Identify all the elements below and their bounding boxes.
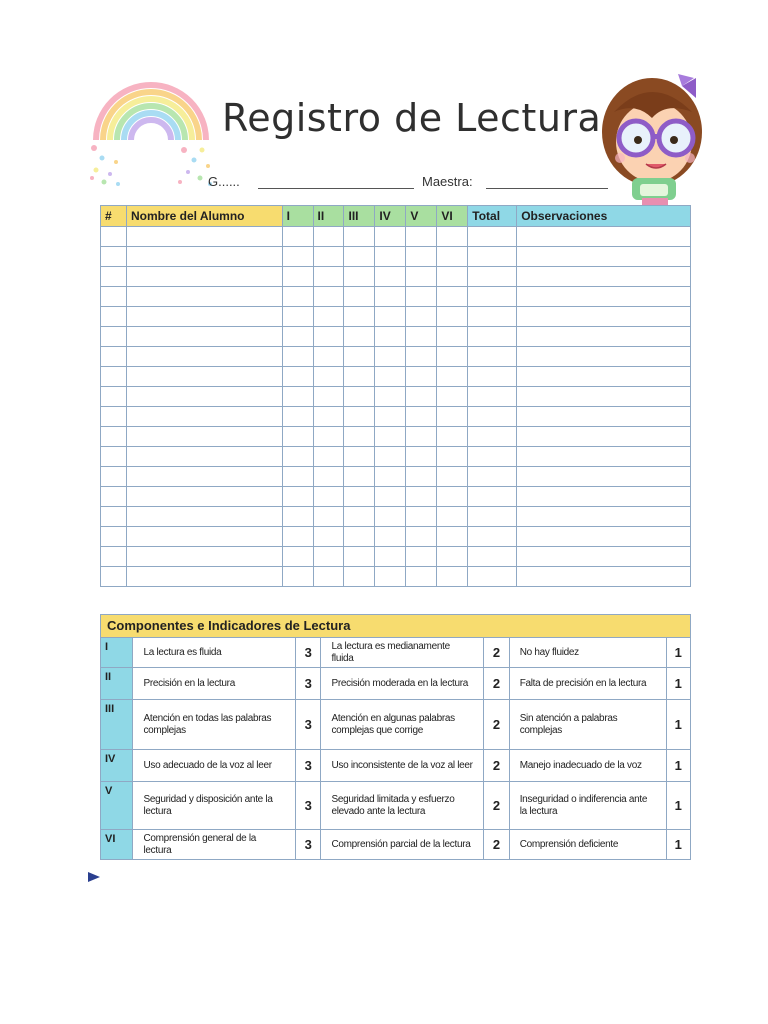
table-cell[interactable] <box>101 567 127 587</box>
indicator-level-1: Comprensión deficiente <box>509 830 666 860</box>
table-row <box>101 567 691 587</box>
table-cell[interactable] <box>126 487 282 507</box>
table-cell[interactable] <box>313 547 344 567</box>
componentes-table <box>100 614 691 860</box>
indicator-number: II <box>101 668 133 700</box>
column-header-number: # <box>101 206 127 227</box>
table-cell[interactable] <box>437 267 468 287</box>
table-cell[interactable] <box>468 407 517 427</box>
table-row <box>101 367 691 387</box>
table-cell[interactable] <box>126 547 282 567</box>
arrow-marker-icon <box>88 872 100 882</box>
indicator-level-2: Uso inconsistente de la voz al leer <box>321 750 484 782</box>
table-cell[interactable] <box>375 247 406 267</box>
table-cell[interactable] <box>126 427 282 447</box>
table-cell[interactable] <box>437 387 468 407</box>
table-cell[interactable] <box>468 507 517 527</box>
table-row <box>101 287 691 307</box>
table-cell[interactable] <box>375 227 406 247</box>
table-cell[interactable] <box>101 467 127 487</box>
table-cell[interactable] <box>437 487 468 507</box>
table-cell[interactable] <box>282 487 313 507</box>
table-cell[interactable] <box>406 327 437 347</box>
table-cell[interactable] <box>406 287 437 307</box>
componentes-title: Componentes e Indicadores de Lectura <box>101 615 691 638</box>
table-cell[interactable] <box>344 247 375 267</box>
table-cell[interactable] <box>101 247 127 267</box>
table-cell[interactable] <box>517 307 691 327</box>
indicator-level-2: Precisión moderada en la lectura <box>321 668 484 700</box>
table-cell[interactable] <box>406 367 437 387</box>
table-cell[interactable] <box>313 327 344 347</box>
table-cell[interactable] <box>101 407 127 427</box>
table-cell[interactable] <box>437 567 468 587</box>
table-cell[interactable] <box>282 287 313 307</box>
table-cell[interactable] <box>468 467 517 487</box>
table-cell[interactable] <box>468 487 517 507</box>
table-cell[interactable] <box>344 487 375 507</box>
table-cell[interactable] <box>313 507 344 527</box>
table-cell[interactable] <box>517 327 691 347</box>
indicator-level-2: Atención en algunas palabras complejas que corrige <box>321 700 484 750</box>
table-cell[interactable] <box>126 407 282 427</box>
table-cell[interactable] <box>313 487 344 507</box>
table-cell[interactable] <box>406 547 437 567</box>
table-cell[interactable] <box>126 327 282 347</box>
table-cell[interactable] <box>437 227 468 247</box>
score-3: 3 <box>296 750 321 782</box>
score-2: 2 <box>484 782 509 830</box>
table-cell[interactable] <box>517 447 691 467</box>
registro-header-row <box>101 206 691 227</box>
table-cell[interactable] <box>282 527 313 547</box>
table-cell[interactable] <box>126 287 282 307</box>
table-cell[interactable] <box>313 467 344 487</box>
list-item <box>101 750 691 782</box>
table-cell[interactable] <box>375 327 406 347</box>
table-cell[interactable] <box>126 247 282 267</box>
indicator-level-2: Seguridad limitada y esfuerzo elevado ante la lectura <box>321 782 484 830</box>
table-cell[interactable] <box>282 307 313 327</box>
table-cell[interactable] <box>126 367 282 387</box>
table-cell[interactable] <box>313 307 344 327</box>
table-cell[interactable] <box>375 267 406 287</box>
table-cell[interactable] <box>375 427 406 447</box>
indicator-level-1: Manejo inadecuado de la voz <box>509 750 666 782</box>
table-cell[interactable] <box>468 427 517 447</box>
table-row <box>101 407 691 427</box>
table-cell[interactable] <box>468 327 517 347</box>
table-cell[interactable] <box>101 227 127 247</box>
table-cell[interactable] <box>126 267 282 287</box>
table-cell[interactable] <box>468 527 517 547</box>
table-cell[interactable] <box>468 347 517 367</box>
table-cell[interactable] <box>437 287 468 307</box>
table-cell[interactable] <box>437 367 468 387</box>
table-cell[interactable] <box>313 527 344 547</box>
table-cell[interactable] <box>282 467 313 487</box>
table-row <box>101 227 691 247</box>
table-cell[interactable] <box>313 227 344 247</box>
table-cell[interactable] <box>101 527 127 547</box>
column-header-ii: II <box>313 206 344 227</box>
table-cell[interactable] <box>101 387 127 407</box>
column-header-total: Total <box>468 206 517 227</box>
table-cell[interactable] <box>517 427 691 447</box>
table-cell[interactable] <box>517 567 691 587</box>
table-cell[interactable] <box>375 407 406 427</box>
table-cell[interactable] <box>344 507 375 527</box>
table-cell[interactable] <box>375 567 406 587</box>
table-cell[interactable] <box>344 427 375 447</box>
table-cell[interactable] <box>517 267 691 287</box>
table-cell[interactable] <box>517 247 691 267</box>
table-row <box>101 247 691 267</box>
rainbow-icon <box>88 78 218 190</box>
table-cell[interactable] <box>517 367 691 387</box>
table-cell[interactable] <box>468 387 517 407</box>
table-cell[interactable] <box>437 507 468 527</box>
table-row <box>101 327 691 347</box>
table-row <box>101 427 691 447</box>
table-cell[interactable] <box>101 507 127 527</box>
column-header-v: V <box>406 206 437 227</box>
grado-field[interactable] <box>258 188 414 189</box>
table-cell[interactable] <box>344 267 375 287</box>
table-cell[interactable] <box>101 367 127 387</box>
girl-with-glasses-illustration <box>596 72 708 208</box>
table-row <box>101 267 691 287</box>
indicator-level-1: Falta de precisión en la lectura <box>509 668 666 700</box>
table-cell[interactable] <box>375 507 406 527</box>
table-cell[interactable] <box>101 347 127 367</box>
table-cell[interactable] <box>344 307 375 327</box>
score-3: 3 <box>296 830 321 860</box>
score-3: 3 <box>296 782 321 830</box>
list-item <box>101 668 691 700</box>
table-cell[interactable] <box>375 547 406 567</box>
table-cell[interactable] <box>406 307 437 327</box>
table-cell[interactable] <box>517 287 691 307</box>
table-cell[interactable] <box>344 567 375 587</box>
indicator-number: VI <box>101 830 133 860</box>
table-cell[interactable] <box>468 367 517 387</box>
table-cell[interactable] <box>282 327 313 347</box>
table-cell[interactable] <box>126 527 282 547</box>
table-cell[interactable] <box>282 567 313 587</box>
table-cell[interactable] <box>313 267 344 287</box>
score-2: 2 <box>484 830 509 860</box>
table-cell[interactable] <box>406 567 437 587</box>
indicator-level-3: La lectura es fluida <box>133 638 296 668</box>
table-cell[interactable] <box>517 227 691 247</box>
table-cell[interactable] <box>313 447 344 467</box>
table-cell[interactable] <box>468 547 517 567</box>
table-cell[interactable] <box>282 347 313 367</box>
table-cell[interactable] <box>406 427 437 447</box>
table-cell[interactable] <box>313 367 344 387</box>
table-row <box>101 307 691 327</box>
table-cell[interactable] <box>517 407 691 427</box>
list-item <box>101 782 691 830</box>
score-1: 1 <box>666 830 690 860</box>
table-cell[interactable] <box>344 447 375 467</box>
table-cell[interactable] <box>313 287 344 307</box>
table-cell[interactable] <box>313 387 344 407</box>
score-2: 2 <box>484 668 509 700</box>
table-cell[interactable] <box>282 507 313 527</box>
table-cell[interactable] <box>282 247 313 267</box>
table-cell[interactable] <box>101 427 127 447</box>
indicator-level-3: Seguridad y disposición ante la lectura <box>133 782 296 830</box>
indicator-level-1: Sin atención a palabras complejas <box>509 700 666 750</box>
table-cell[interactable] <box>517 507 691 527</box>
indicator-level-3: Atención en todas las palabras complejas <box>133 700 296 750</box>
table-cell[interactable] <box>282 387 313 407</box>
table-cell[interactable] <box>126 447 282 467</box>
table-cell[interactable] <box>468 267 517 287</box>
table-cell[interactable] <box>126 307 282 327</box>
table-cell[interactable] <box>344 527 375 547</box>
table-cell[interactable] <box>282 427 313 447</box>
table-row <box>101 527 691 547</box>
indicator-level-2: Comprensión parcial de la lectura <box>321 830 484 860</box>
table-cell[interactable] <box>126 227 282 247</box>
table-cell[interactable] <box>437 427 468 447</box>
table-cell[interactable] <box>313 567 344 587</box>
table-cell[interactable] <box>406 247 437 267</box>
table-cell[interactable] <box>437 307 468 327</box>
table-cell[interactable] <box>517 467 691 487</box>
maestra-label: Maestra: <box>422 174 473 189</box>
table-cell[interactable] <box>375 367 406 387</box>
table-cell[interactable] <box>468 447 517 467</box>
table-cell[interactable] <box>406 527 437 547</box>
table-cell[interactable] <box>101 307 127 327</box>
score-1: 1 <box>666 782 690 830</box>
column-header-observaciones: Observaciones <box>517 206 691 227</box>
grado-label: G...... <box>208 174 240 189</box>
table-cell[interactable] <box>406 407 437 427</box>
table-cell[interactable] <box>406 387 437 407</box>
table-cell[interactable] <box>375 347 406 367</box>
table-cell[interactable] <box>468 247 517 267</box>
table-cell[interactable] <box>437 447 468 467</box>
table-cell[interactable] <box>313 407 344 427</box>
table-cell[interactable] <box>344 367 375 387</box>
table-cell[interactable] <box>375 387 406 407</box>
table-cell[interactable] <box>517 387 691 407</box>
table-cell[interactable] <box>313 427 344 447</box>
table-cell[interactable] <box>126 507 282 527</box>
table-cell[interactable] <box>406 467 437 487</box>
page-title: Registro de Lectura <box>222 96 602 140</box>
table-row <box>101 347 691 367</box>
table-cell[interactable] <box>468 287 517 307</box>
indicator-number: V <box>101 782 133 830</box>
table-cell[interactable] <box>437 247 468 267</box>
table-row <box>101 507 691 527</box>
table-cell[interactable] <box>126 467 282 487</box>
table-cell[interactable] <box>468 227 517 247</box>
indicator-level-3: Comprensión general de la lectura <box>133 830 296 860</box>
table-cell[interactable] <box>517 347 691 367</box>
table-cell[interactable] <box>344 467 375 487</box>
table-row <box>101 467 691 487</box>
indicator-level-1: Inseguridad o indiferencia ante la lectura <box>509 782 666 830</box>
table-cell[interactable] <box>126 347 282 367</box>
table-cell[interactable] <box>344 327 375 347</box>
table-cell[interactable] <box>344 547 375 567</box>
indicator-level-3: Precisión en la lectura <box>133 668 296 700</box>
table-cell[interactable] <box>406 267 437 287</box>
table-cell[interactable] <box>375 487 406 507</box>
table-row <box>101 487 691 507</box>
table-cell[interactable] <box>406 227 437 247</box>
table-cell[interactable] <box>101 287 127 307</box>
table-cell[interactable] <box>101 267 127 287</box>
table-cell[interactable] <box>437 347 468 367</box>
table-cell[interactable] <box>101 487 127 507</box>
table-cell[interactable] <box>406 347 437 367</box>
table-cell[interactable] <box>282 407 313 427</box>
table-cell[interactable] <box>101 327 127 347</box>
score-2: 2 <box>484 750 509 782</box>
table-cell[interactable] <box>101 547 127 567</box>
table-cell[interactable] <box>313 247 344 267</box>
table-cell[interactable] <box>282 227 313 247</box>
table-cell[interactable] <box>126 387 282 407</box>
column-header-iv: IV <box>375 206 406 227</box>
list-item <box>101 638 691 668</box>
indicator-level-3: Uso adecuado de la voz al leer <box>133 750 296 782</box>
column-header-i: I <box>282 206 313 227</box>
indicator-level-2: La lectura es medianamente fluida <box>321 638 484 668</box>
list-item <box>101 830 691 860</box>
table-row <box>101 547 691 567</box>
column-header-iii: III <box>344 206 375 227</box>
indicator-number: IV <box>101 750 133 782</box>
table-cell[interactable] <box>344 347 375 367</box>
score-1: 1 <box>666 638 690 668</box>
table-cell[interactable] <box>344 287 375 307</box>
table-row <box>101 387 691 407</box>
table-cell[interactable] <box>282 447 313 467</box>
table-cell[interactable] <box>375 287 406 307</box>
score-2: 2 <box>484 700 509 750</box>
score-2: 2 <box>484 638 509 668</box>
table-cell[interactable] <box>375 467 406 487</box>
table-cell[interactable] <box>344 387 375 407</box>
table-cell[interactable] <box>437 407 468 427</box>
table-row <box>101 447 691 467</box>
table-cell[interactable] <box>517 547 691 567</box>
score-3: 3 <box>296 668 321 700</box>
table-cell[interactable] <box>344 407 375 427</box>
table-cell[interactable] <box>375 447 406 467</box>
score-1: 1 <box>666 700 690 750</box>
score-1: 1 <box>666 668 690 700</box>
table-cell[interactable] <box>282 547 313 567</box>
table-cell[interactable] <box>282 367 313 387</box>
table-cell[interactable] <box>282 267 313 287</box>
indicator-level-1: No hay fluidez <box>509 638 666 668</box>
table-cell[interactable] <box>437 547 468 567</box>
score-3: 3 <box>296 700 321 750</box>
list-item <box>101 700 691 750</box>
table-cell[interactable] <box>468 307 517 327</box>
table-cell[interactable] <box>517 527 691 547</box>
table-cell[interactable] <box>406 447 437 467</box>
registro-table <box>100 205 691 587</box>
table-cell[interactable] <box>437 527 468 547</box>
table-cell[interactable] <box>437 327 468 347</box>
table-cell[interactable] <box>517 487 691 507</box>
column-header-vi: VI <box>437 206 468 227</box>
table-cell[interactable] <box>313 347 344 367</box>
table-cell[interactable] <box>375 527 406 547</box>
table-cell[interactable] <box>375 307 406 327</box>
table-cell[interactable] <box>344 227 375 247</box>
score-1: 1 <box>666 750 690 782</box>
table-cell[interactable] <box>126 567 282 587</box>
table-cell[interactable] <box>406 487 437 507</box>
maestra-field[interactable] <box>486 188 608 189</box>
indicator-number: I <box>101 638 133 668</box>
table-cell[interactable] <box>101 447 127 467</box>
indicator-number: III <box>101 700 133 750</box>
score-3: 3 <box>296 638 321 668</box>
table-cell[interactable] <box>437 467 468 487</box>
table-cell[interactable] <box>406 507 437 527</box>
column-header-nombre: Nombre del Alumno <box>126 206 282 227</box>
table-cell[interactable] <box>468 567 517 587</box>
